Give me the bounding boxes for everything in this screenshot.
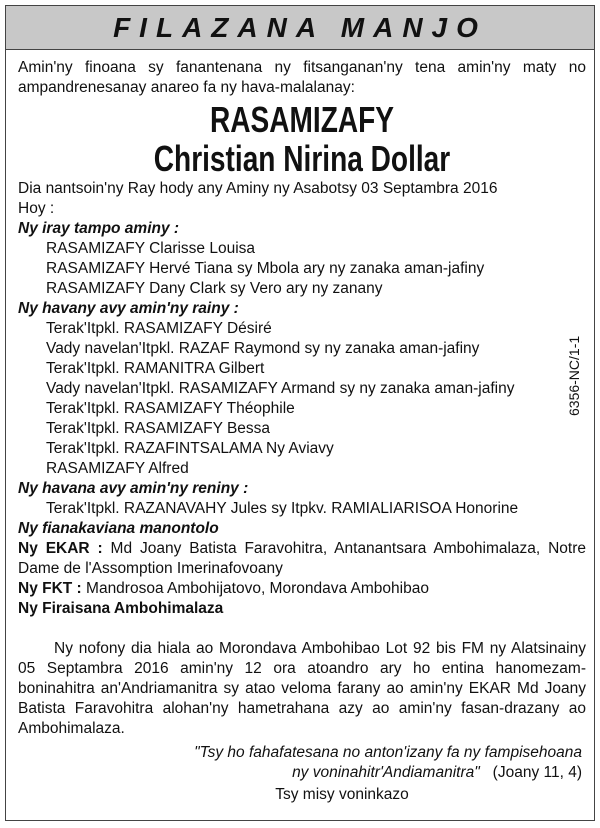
closing-note: Tsy misy voninkazo <box>275 786 409 803</box>
group-title: Ny havany avy amin'ny rainy : <box>18 300 239 317</box>
list-item: Terak'Itpkl. RAZANAVAHY Jules sy Itpkv. RAMIALIARISOA Honorine <box>46 500 519 517</box>
announcement-frame <box>5 5 595 821</box>
quote-reference: (Joany 11, 4) <box>492 764 582 781</box>
fkt-line <box>18 579 586 599</box>
deceased-surname: RASAMIZAFY <box>209 99 395 140</box>
fkt-label: Ny FKT : <box>18 580 82 597</box>
quote-line-1: "Tsy ho fahafatesana no anton'izany fa ny fampisehoana <box>194 744 582 761</box>
group-title: Ny havana avy amin'ny reniny : <box>18 480 249 497</box>
header-title: FILAZANA MANJO <box>113 11 487 43</box>
fianakaviana-label: Ny fianakaviana manontolo <box>18 520 219 537</box>
list-item: RASAMIZAFY Hervé Tiana sy Mbola ary ny zanaka aman-jafiny <box>46 260 485 277</box>
announcement-body <box>18 58 586 805</box>
ekar-line <box>18 539 586 579</box>
list-item: Terak'Itpkl. RASAMIZAFY Théophile <box>46 400 295 417</box>
ekar-label: Ny EKAR : <box>18 540 103 557</box>
list-item: RASAMIZAFY Clarisse Louisa <box>46 240 256 257</box>
hoy-label: Hoy : <box>18 200 55 217</box>
quote-text-2: ny voninahitr'Andiamanitra" <box>292 764 480 781</box>
list-item: Terak'Itpkl. RASAMIZAFY Bessa <box>46 420 271 437</box>
list-item: RASAMIZAFY Dany Clark sy Vero ary ny zanany <box>46 280 383 297</box>
list-item: RASAMIZAFY Alfred <box>46 460 189 477</box>
spacer <box>18 619 586 639</box>
quote-line-2 <box>18 763 586 783</box>
list-item: Terak'Itpkl. RAZAFINTSALAMA Ny Aviavy <box>46 440 334 457</box>
list-item: Terak'Itpkl. RASAMIZAFY Désiré <box>46 320 272 337</box>
fkt-text: Mandrosoa Ambohijatovo, Morondava Ambohibao <box>86 580 429 597</box>
reference-code: 6356-NC/1-1 <box>566 335 582 416</box>
group-title: Ny iray tampo aminy : <box>18 220 180 237</box>
firaisana-label: Ny Firaisana Ambohimalaza <box>18 600 224 617</box>
list-item: Vady navelan'Itpkl. RAZAF Raymond sy ny zanaka aman-jafiny <box>46 340 480 357</box>
intro-text: Amin'ny finoana sy fanantenana ny fitsanganan'ny tena amin'ny maty no ampandrenesanay anareo fa ny hava-malalanay: <box>18 59 586 96</box>
list-item: Terak'Itpkl. RAMANITRA Gilbert <box>46 360 265 377</box>
funeral-text: Ny nofony dia hiala ao Morondava Ambohibao Lot 92 bis FM ny Alatsinainy 05 Septambra 2016 amin'ny 12 ora atoandro ary ho entina hanomezam-boninahitra an'Andriamanitra sy atao veloma farany ao amin'ny EKAR Md Joany Batista Faravohitra alohan'ny hametrahana azy ao amin'ny fasan-drazany ao Ambohimalaza. <box>18 640 586 737</box>
header-banner <box>6 6 594 50</box>
ekar-text: Md Joany Batista Faravohitra, Antanantsara Ambohimalaza, Notre Dame de l'Assomption Imerinafovoany <box>18 540 587 577</box>
list-item: Vady navelan'Itpkl. RASAMIZAFY Armand sy ny zanaka aman-jafiny <box>46 380 515 397</box>
deceased-given-names: Christian Nirina Dollar <box>153 138 451 179</box>
death-line: Dia nantsoin'ny Ray hody any Aminy ny Asabotsy 03 Septambra 2016 <box>18 180 498 197</box>
